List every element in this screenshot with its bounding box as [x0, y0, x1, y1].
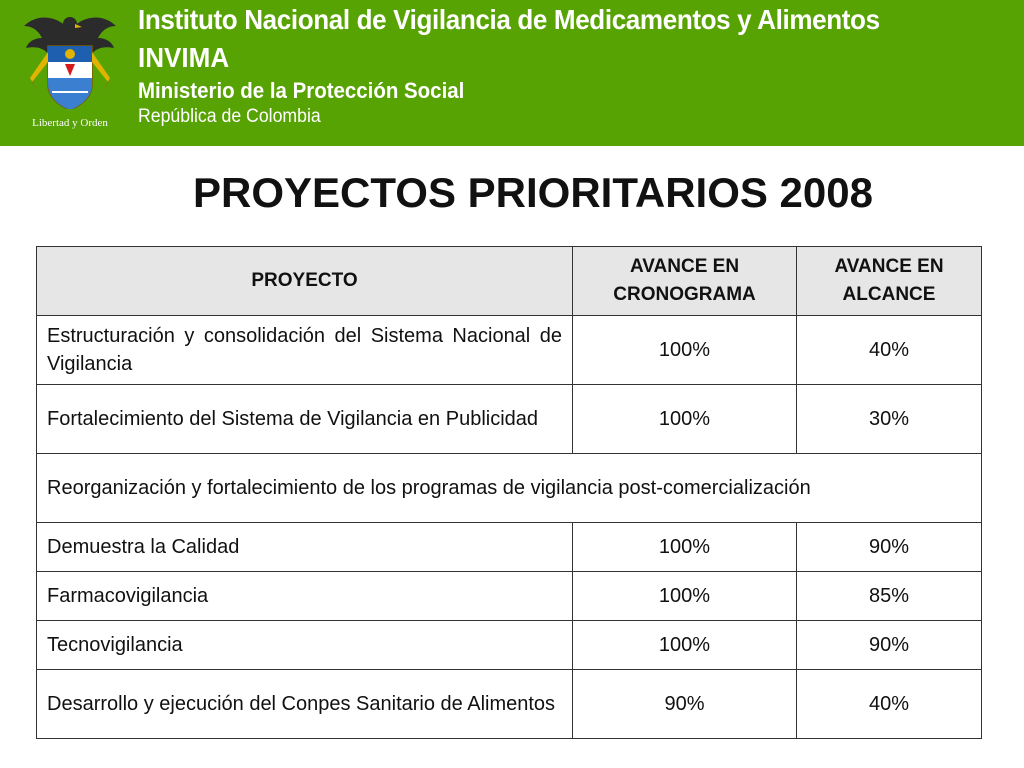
table-row: [37, 523, 982, 572]
project-name: Fortalecimiento del Sistema de Vigilancia en Publicidad: [37, 385, 573, 454]
header-schedule-line2: CRONOGRAMA: [613, 284, 756, 305]
header-scope-progress: [797, 247, 982, 316]
scope-progress: 85%: [797, 572, 982, 621]
schedule-progress: 100%: [573, 523, 797, 572]
institute-acronym: INVIMA: [138, 42, 230, 73]
scope-progress: 40%: [797, 670, 982, 739]
table-row: [37, 454, 982, 523]
scope-progress: 30%: [797, 385, 982, 454]
projects-table: [36, 246, 982, 739]
header-project: PROYECTO: [37, 247, 573, 316]
schedule-progress: 100%: [573, 385, 797, 454]
ministry-name: Ministerio de la Protección Social: [138, 78, 465, 103]
header-banner: [0, 0, 1024, 146]
table-row: [37, 670, 982, 739]
scope-progress: 40%: [797, 316, 982, 385]
table-row: [37, 572, 982, 621]
scope-progress: 90%: [797, 523, 982, 572]
schedule-progress: 100%: [573, 621, 797, 670]
project-name: Desarrollo y ejecución del Conpes Sanitario de Alimentos: [37, 670, 573, 739]
table-row: [37, 316, 982, 385]
project-name: Demuestra la Calidad: [37, 523, 573, 572]
project-name: Farmacovigilancia: [37, 572, 573, 621]
header-schedule-line1: AVANCE EN: [629, 256, 740, 277]
seal-motto: Libertad y Orden: [32, 117, 108, 129]
institute-name: Instituto Nacional de Vigilancia de Medicamentos y Alimentos: [138, 4, 880, 35]
scope-progress: 90%: [797, 621, 982, 670]
slide-title: PROYECTOS PRIORITARIOS 2008: [193, 169, 873, 216]
schedule-progress: 100%: [573, 316, 797, 385]
country-name: República de Colombia: [138, 106, 321, 127]
project-name: Reorganización y fortalecimiento de los programas de vigilancia post-comercialización: [37, 454, 982, 523]
table-header-row: [37, 247, 982, 316]
colombia-coat-of-arms-icon: [18, 8, 122, 136]
header-schedule-progress: [573, 247, 797, 316]
project-name: Tecnovigilancia: [37, 621, 573, 670]
header-scope-line1: AVANCE EN: [834, 256, 944, 277]
table-row: [37, 621, 982, 670]
project-name: Estructuración y consolidación del Sistema Nacional de Vigilancia: [37, 316, 573, 385]
schedule-progress: 100%: [573, 572, 797, 621]
schedule-progress: 90%: [573, 670, 797, 739]
header-scope-line2: ALCANCE: [842, 284, 936, 305]
table-row: [37, 385, 982, 454]
